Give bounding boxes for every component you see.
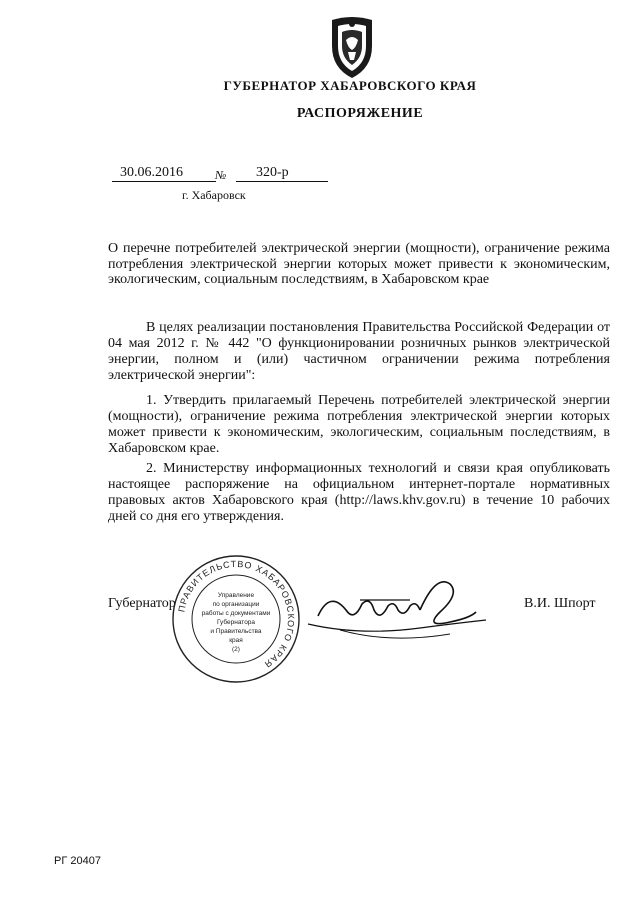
clause-1-paragraph: 1. Утвердить прилагаемый Перечень потребителей электрической энергии (мощности), ограничение режима потребления электрической энергии которых может привести к экономическим, экологическим, социальным последствиям, в Хабаровском крае. — [108, 393, 610, 456]
number-sign: № — [215, 168, 227, 182]
stamp-inner-line: по организации — [212, 601, 260, 608]
stamp-ring-text: ПРАВИТЕЛЬСТВО ХАБАРОВСКОГО КРАЯ — [176, 558, 297, 670]
stamp-inner-line: (2) — [232, 646, 240, 653]
document-date: 30.06.2016 — [112, 165, 216, 182]
stamp-inner-line: работы с документами — [201, 610, 271, 617]
document-subject: О перечне потребителей электрической энергии (мощности), ограничение режима потребления электрической энергии которых может привести к экономическим, экологическим, социальным последствиям, в Хабаровском крае — [108, 241, 610, 287]
stamp-inner-line: Губернатора — [216, 619, 256, 626]
registration-code: РГ 20407 — [54, 855, 101, 867]
stamp-inner-text — [202, 592, 271, 653]
signatory-title: Губернатор — [108, 596, 176, 611]
official-stamp — [170, 553, 302, 685]
handwritten-signature — [300, 570, 490, 650]
preamble-paragraph: В целях реализации постановления Правительства Российской Федерации от 04 мая 2012 г. № 442 "О функционировании розничных рынков электрической энергии, полном и (или) частичном ограничении режима потребления электрической энергии": — [108, 320, 610, 383]
document-number: 320-р — [236, 165, 328, 182]
issuing-authority: ГУБЕРНАТОР ХАБАРОВСКОГО КРАЯ — [223, 78, 477, 93]
issue-city: г. Хабаровск — [182, 188, 246, 202]
stamp-inner-line: и Правительства — [210, 628, 262, 635]
khabarovsk-coat-of-arms-icon — [326, 16, 378, 80]
stamp-inner-line: Управление — [217, 592, 255, 599]
stamp-inner-line: края — [229, 637, 243, 644]
clause-2-paragraph: 2. Министерству информационных технологий и связи края опубликовать настоящее распоряжение на официальном интернет-портале нормативных правовых актов Хабаровского края (http://laws.khv.gov.ru) в течение 10 рабочих дней со дня его утверждения. — [108, 461, 610, 524]
signatory-name: В.И. Шпорт — [524, 596, 596, 611]
document-type: РАСПОРЯЖЕНИЕ — [296, 106, 424, 121]
